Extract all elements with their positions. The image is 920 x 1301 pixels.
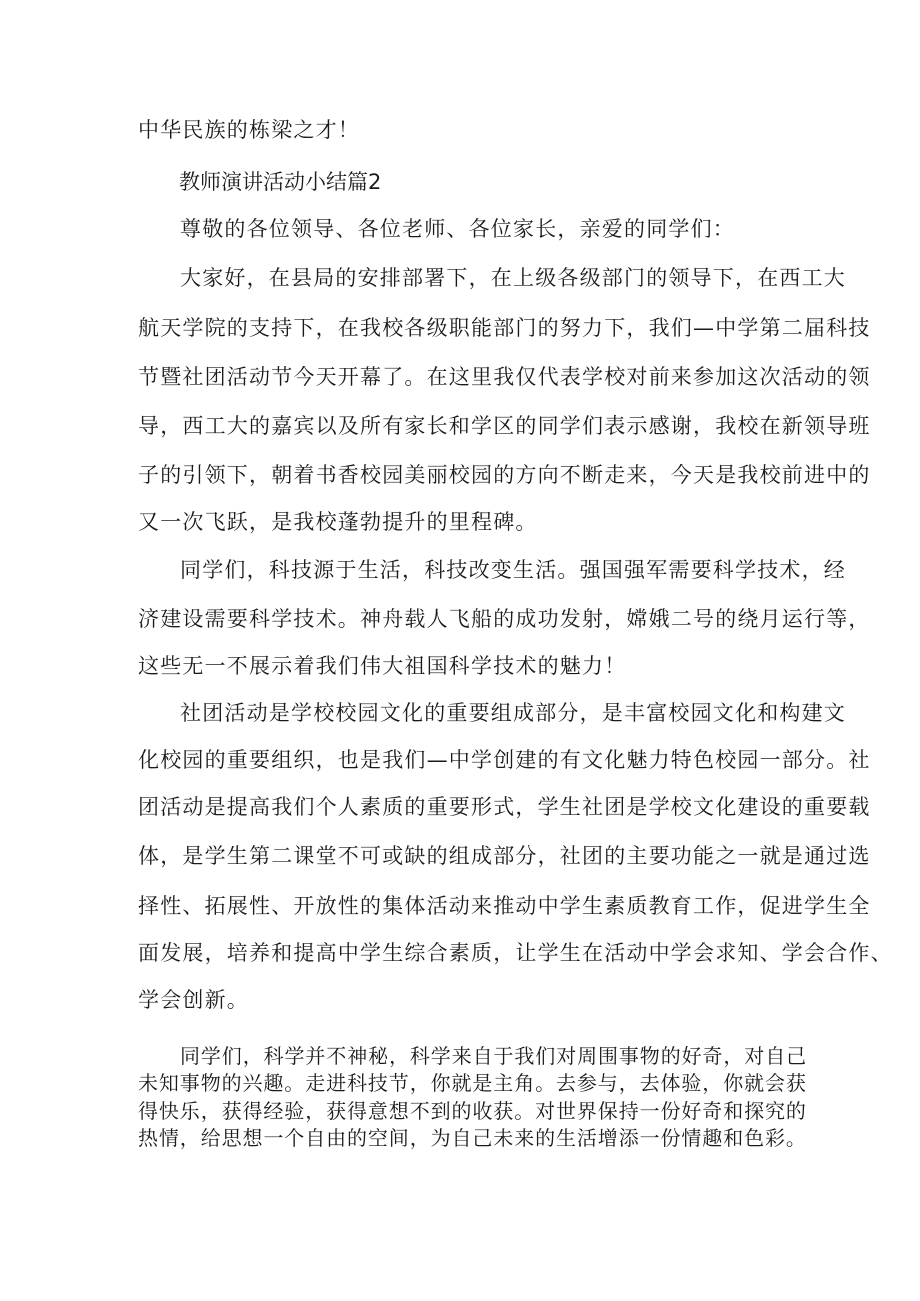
paragraph-line: 学会创新。	[138, 988, 249, 1012]
paragraph-line: 得快乐，获得经验，获得意想不到的收获。对世界保持一份好奇和探究的	[138, 1099, 807, 1123]
paragraph-line: 化校园的重要组织，也是我们—中学创建的有文化魅力特色校园一部分。社	[138, 748, 871, 772]
paragraph-line: 同学们，科技源于生活，科技改变生活。强国强军需要科学技术，经	[180, 558, 846, 582]
paragraph-line: 团活动是提高我们个人素质的重要形式，学生社团是学校文化建设的重要载	[138, 795, 871, 819]
paragraph-line: 这些无一不展示着我们伟大祖国科学技术的魅力！	[138, 654, 627, 678]
paragraph-line: 社团活动是学校校园文化的重要组成部分，是丰富校园文化和构建文	[180, 701, 846, 725]
continuation-line: 中华民族的栋梁之才！	[138, 118, 360, 142]
paragraph-line: 航天学院的支持下，在我校各级职能部门的努力下，我们—中学第二届科技	[138, 316, 871, 340]
section-heading: 教师演讲活动小结篇2	[179, 170, 382, 194]
paragraph-line: 又一次飞跃，是我校蓬勃提升的里程碑。	[138, 510, 538, 534]
paragraph-line: 择性、拓展性、开放性的集体活动来推动中学生素质教育工作，促进学生全	[138, 894, 871, 918]
paragraph-line: 导，西工大的嘉宾以及所有家长和学区的同学们表示感谢，我校在新领导班	[138, 414, 871, 438]
paragraph-line: 未知事物的兴趣。走进科技节，你就是主角。去参与，去体验，你就会获	[138, 1071, 807, 1095]
paragraph-line: 面发展，培养和提高中学生综合素质，让学生在活动中学会求知、学会合作、	[138, 941, 893, 965]
salutation: 尊敬的各位领导、各位老师、各位家长，亲爱的同学们：	[180, 217, 735, 241]
paragraph-line: 济建设需要科学技术。神舟载人飞船的成功发射，嫦娥二号的绕月运行等，	[138, 607, 871, 631]
paragraph-line: 节暨社团活动节今天开幕了。在这里我仅代表学校对前来参加这次活动的领	[138, 365, 871, 389]
paragraph-line: 热情，给思想一个自由的空间，为自己未来的生活增添一份情趣和色彩。	[138, 1126, 807, 1150]
paragraph-line: 大家好，在县局的安排部署下，在上级各级部门的领导下，在西工大	[180, 266, 846, 290]
paragraph-line: 子的引领下，朝着书香校园美丽校园的方向不断走来，今天是我校前进中的	[138, 463, 871, 487]
paragraph-line: 同学们，科学并不神秘，科学来自于我们对周围事物的好奇，对自己	[180, 1044, 807, 1068]
paragraph-line: 体，是学生第二课堂不可或缺的组成部分，社团的主要功能之一就是通过选	[138, 844, 871, 868]
